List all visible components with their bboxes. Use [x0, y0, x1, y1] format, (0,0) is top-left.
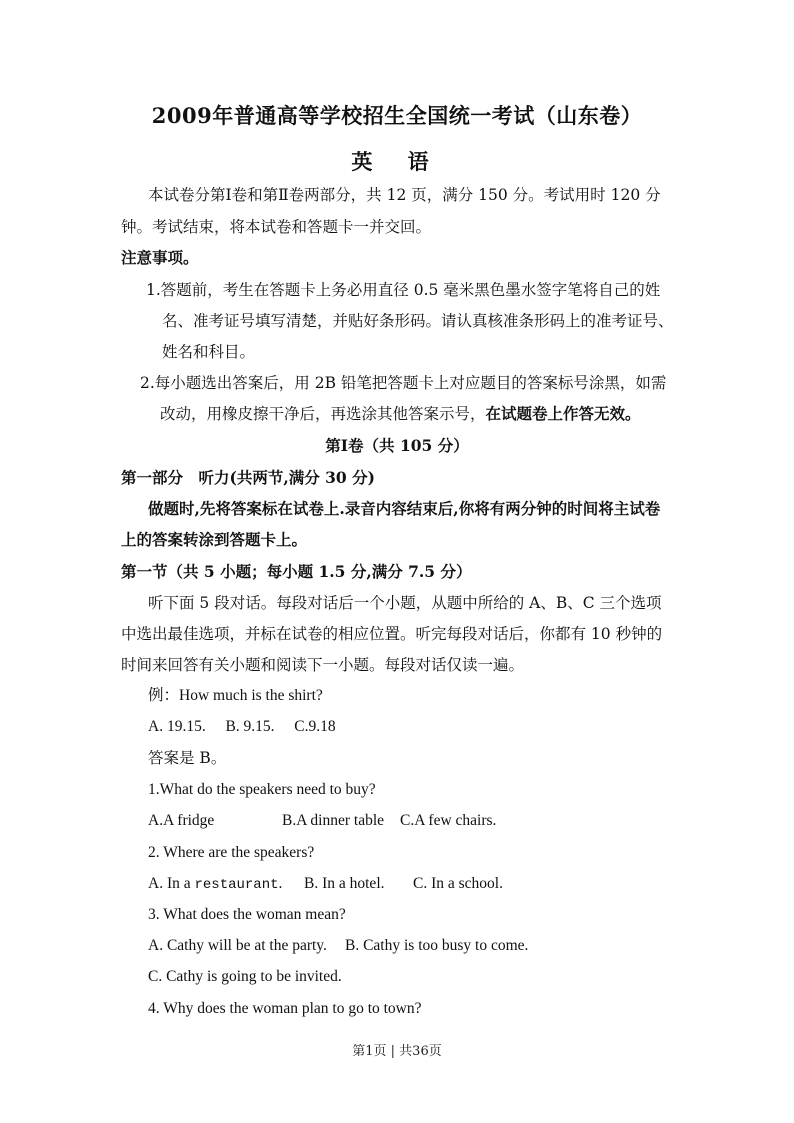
section-1-desc-line-3: 时间来回答有关小题和阅读下一小题。每段对话仅读一遍。	[121, 656, 525, 674]
example-option-a: A. 19.15.	[148, 718, 206, 735]
question-1-stem: 1.What do the speakers need to buy?	[148, 781, 376, 798]
question-3-stem: 3. What does the woman mean?	[148, 906, 346, 923]
question-3-option-a: A. Cathy will be at the party.	[148, 937, 327, 954]
question-2-option-b: B. In a hotel.	[304, 875, 385, 892]
section-1-heading: 第一节（共 5 小题；每小题 1.5 分,满分 7.5 分）	[121, 562, 472, 581]
part-1-heading: 第一部分 听力(共两节,满分 30 分)	[121, 468, 375, 487]
question-3-option-b: B. Cathy is too busy to come.	[345, 937, 529, 954]
question-1-option-a: A.A fridge	[148, 812, 215, 829]
question-2-option-a-word: restaurant	[194, 877, 279, 893]
notice-item-2-line-2	[160, 404, 641, 424]
example-answer: 答案是 B。	[148, 749, 227, 767]
part-1-instruction-line-1: 做题时,先将答案标在试卷上.录音内容结束后,你将有两分钟的时间将主试卷	[148, 499, 661, 518]
volume-1-heading: 第Ⅰ卷（共 105 分）	[325, 436, 469, 455]
question-1-option-c: C.A few chairs.	[400, 812, 497, 829]
notice-item-1-line-2: 名、准考证号填写清楚，并贴好条形码。请认真核准条形码上的准考证号、	[162, 312, 674, 330]
notice-item-2-bold-text: 在试题卷上作答无效。	[485, 404, 641, 423]
question-4-stem: 4. Why does the woman plan to go to town?	[148, 1000, 422, 1017]
section-1-desc-line-1: 听下面 5 段对话。每段对话后一个小题，从题中所给的 A、B、C 三个选项	[148, 594, 662, 612]
question-2-option-a: A. In a restaurant.	[148, 875, 283, 893]
example-options	[148, 717, 336, 737]
notice-item-1-line-1: 1.答题前，考生在答题卡上务必用直径 0.5 毫米黑色墨水签字笔将自己的姓	[146, 281, 661, 299]
page-footer: 第1页 | 共36页	[352, 1044, 442, 1059]
intro-line-1: 本试卷分第Ⅰ卷和第Ⅱ卷两部分，共 12 页，满分 150 分。考试用时 120 分	[148, 186, 661, 204]
notice-heading: 注意事项。	[121, 248, 199, 267]
example-question: 例：How much is the shirt?	[148, 687, 323, 704]
subject-title: 英 语	[351, 149, 443, 174]
notice-item-2-normal-text: 改动，用橡皮擦干净后，再选涂其他答案示号，	[160, 405, 486, 423]
notice-item-2-line-1: 2.每小题选出答案后，用 2B 铅笔把答题卡上对应题目的答案标号涂黑，如需	[140, 374, 667, 392]
question-2-option-c: C. In a school.	[413, 875, 503, 892]
intro-line-2: 钟。考试结束，将本试卷和答题卡一并交回。	[121, 218, 432, 236]
question-2-stem: 2. Where are the speakers?	[148, 844, 315, 861]
exam-title: 2009年普通高等学校招生全国统一考试（山东卷）	[151, 103, 643, 128]
example-option-c: C.9.18	[294, 718, 336, 735]
question-3-option-c: C. Cathy is going to be invited.	[148, 968, 342, 985]
part-1-instruction-line-2: 上的答案转涂到答题卡上。	[121, 530, 308, 549]
section-1-desc-line-2: 中选出最佳选项，并标在试卷的相应位置。听完每段对话后，你都有 10 秒钟的	[121, 625, 663, 643]
question-1-option-b: B.A dinner table	[282, 812, 385, 829]
notice-item-1-line-3: 姓名和科目。	[162, 343, 256, 361]
example-option-b: B. 9.15.	[225, 718, 275, 735]
